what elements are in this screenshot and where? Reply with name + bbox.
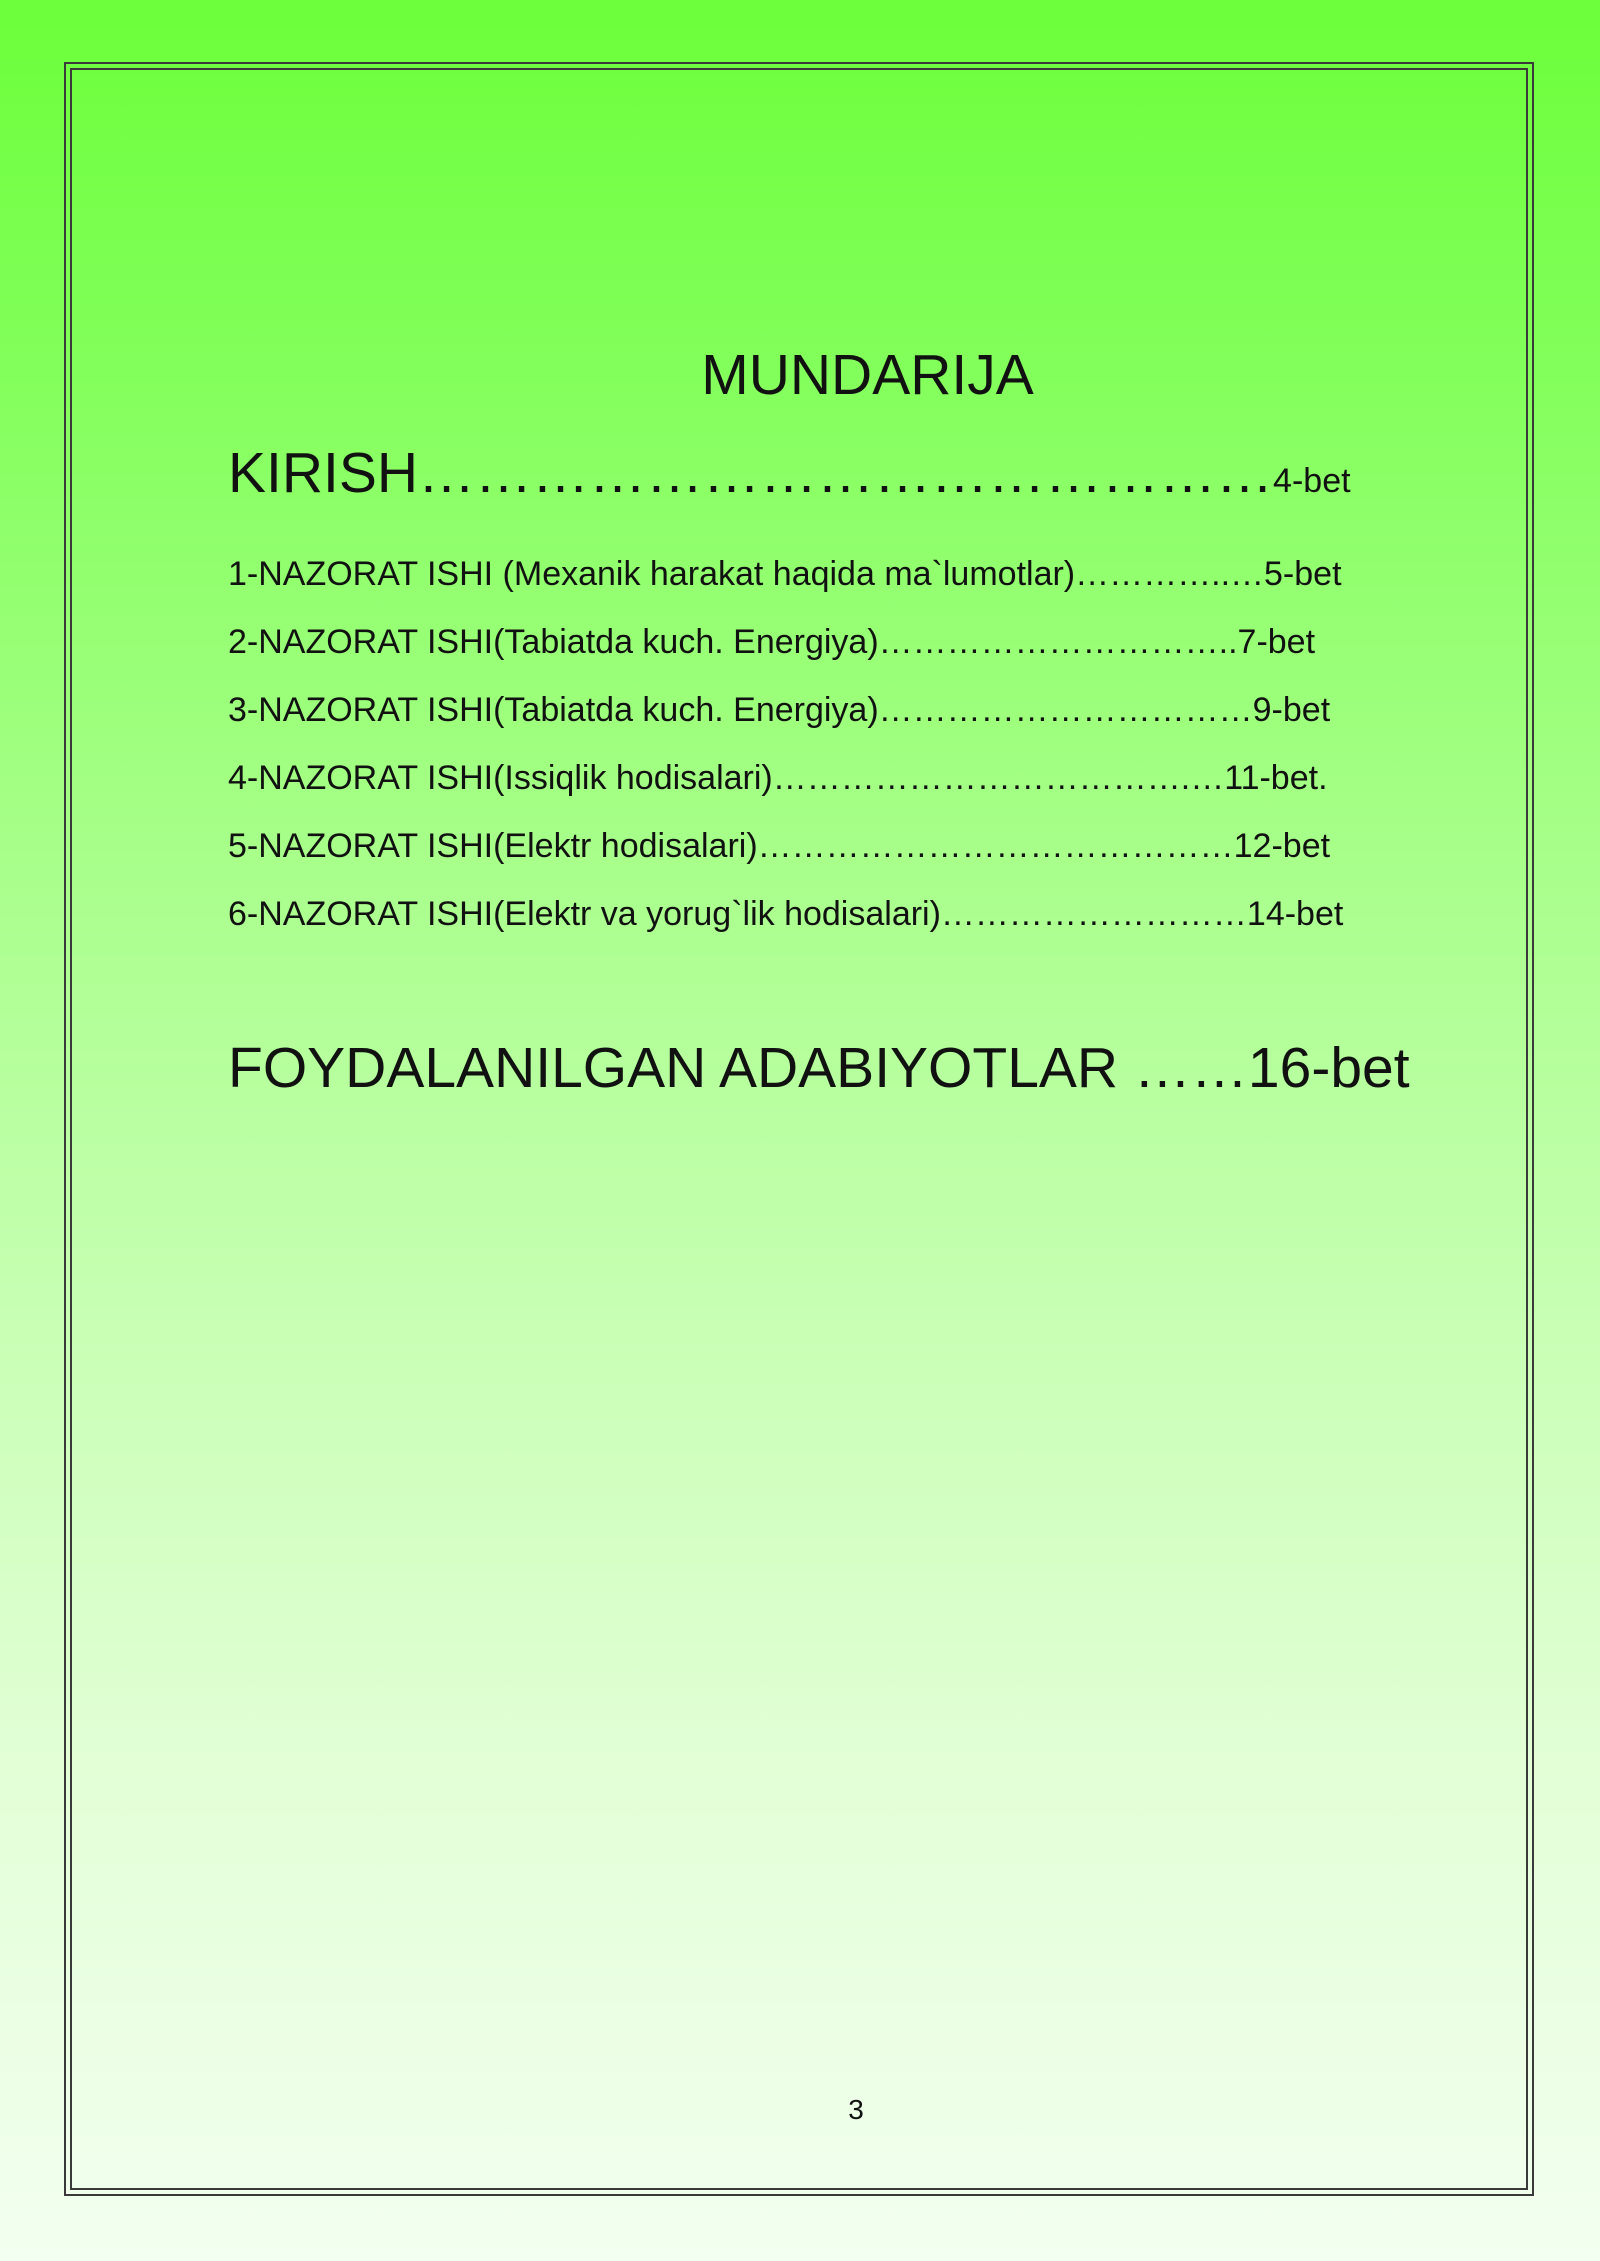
- toc-entry-foydalanilgan-adabiyotlar: FOYDALANILGAN ADABIYOTLAR ……16-bet: [228, 1036, 1410, 1100]
- toc-entry-kirish-title: KIRISH………………………………………: [228, 441, 1274, 505]
- toc-entry-4: 4-NAZORAT ISHI(Issiqlik hodisalari)……………………………….…11-bet.: [228, 759, 1328, 797]
- toc-entry-1: 1-NAZORAT ISHI (Mexanik harakat haqida ma`lumotlar)…………..…5-bet: [228, 555, 1342, 593]
- toc-heading: MUNDARIJA: [701, 343, 1034, 407]
- page-number: 3: [848, 2094, 864, 2125]
- table-of-contents: [228, 438, 1408, 948]
- toc-entry-2: 2-NAZORAT ISHI(Tabiatda kuch. Energiya)…………………………..7-bet: [228, 623, 1316, 661]
- toc-entry-kirish-page: 4-bet: [1273, 462, 1351, 500]
- toc-entry-5: 5-NAZORAT ISHI(Elektr hodisalari)……………………………………12-bet: [228, 827, 1331, 865]
- toc-entry-3: 3-NAZORAT ISHI(Tabiatda kuch. Energiya)……………………………9-bet: [228, 691, 1331, 729]
- toc-entry-kirish: [228, 438, 1408, 516]
- toc-entries: [228, 540, 1408, 948]
- toc-entry-6: 6-NAZORAT ISHI(Elektr va yorug`lik hodisalari)………………………14-bet: [228, 895, 1344, 933]
